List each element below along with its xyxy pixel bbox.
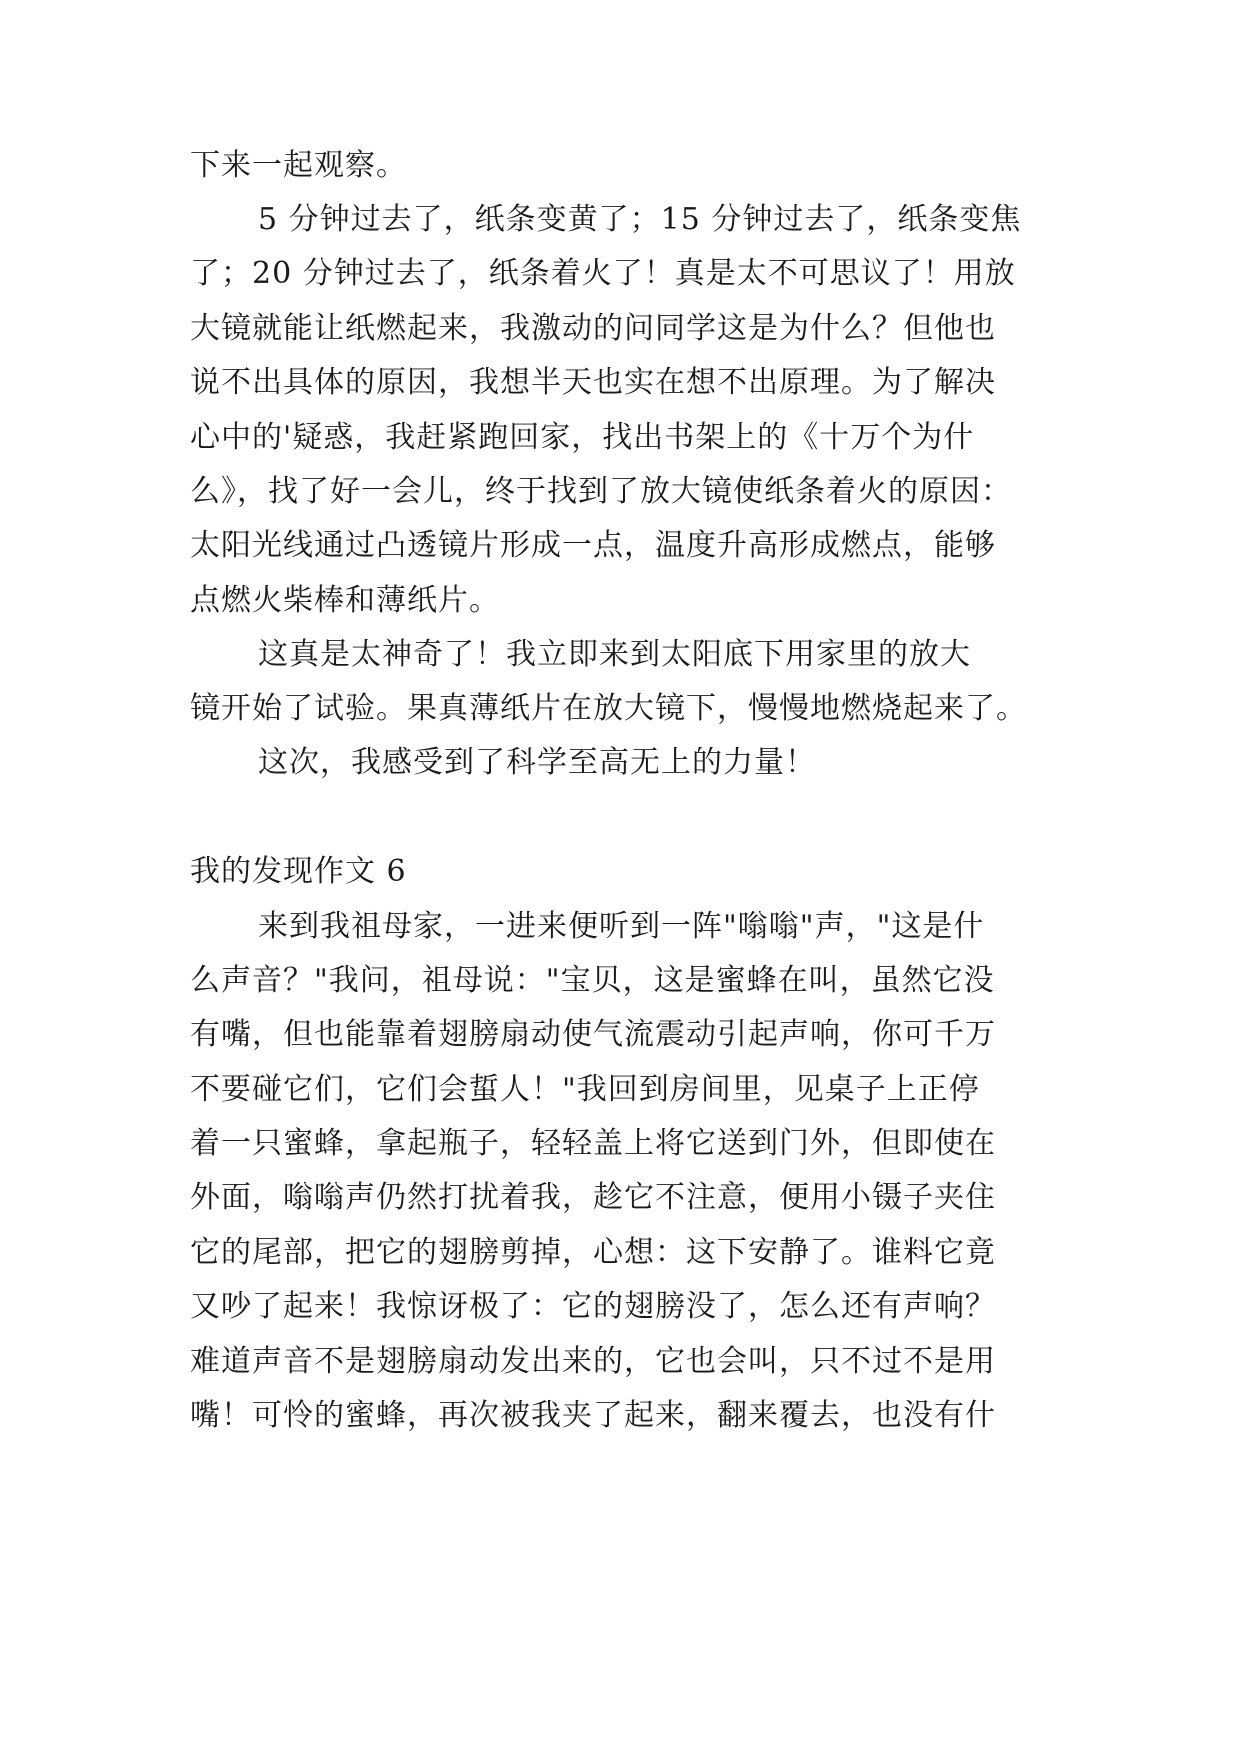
text-line: 外面，嗡嗡声仍然打扰着我，趁它不注意，便用小镊子夹住	[190, 1180, 996, 1215]
text-line: 么声音？"我问，祖母说："宝贝，这是蜜蜂在叫，虽然它没	[190, 963, 995, 998]
text-line: 下来一起观察。	[190, 148, 407, 183]
text-line: 嘴！可怜的蜜蜂，再次被我夹了起来，翻来覆去，也没有什	[190, 1398, 996, 1433]
text-line: 么》，找了好一会儿，终于找到了放大镜使纸条着火的原因：	[190, 474, 1012, 509]
text-line: 点燃火柴棒和薄纸片。	[190, 583, 500, 618]
text-line: 着一只蜜蜂，拿起瓶子，轻轻盖上将它送到门外，但即使在	[190, 1126, 996, 1161]
paragraph-start-line: 来到我祖母家，一进来便听到一阵"嗡嗡"声，"这是什	[258, 909, 985, 944]
paragraph-start-line: 这真是太神奇了！我立即来到太阳底下用家里的放大	[258, 637, 971, 672]
paragraph-start-line: 这次，我感受到了科学至高无上的力量！	[258, 745, 816, 780]
text-line: 大镜就能让纸燃起来，我激动的问同学这是为什么？但他也	[190, 311, 996, 346]
text-line: 了；20 分钟过去了，纸条着火了！真是太不可思议了！用放	[190, 256, 1016, 291]
text-line: 有嘴，但也能靠着翅膀扇动使气流震动引起声响，你可千万	[190, 1017, 996, 1052]
paragraph-start-line: 5 分钟过去了，纸条变黄了；15 分钟过去了，纸条变焦	[258, 202, 1022, 237]
text-line: 心中的'疑惑，我赶紧跑回家，找出书架上的《十万个为什	[190, 420, 975, 455]
text-line: 它的尾部，把它的翅膀剪掉，心想：这下安静了。谁料它竟	[190, 1235, 996, 1270]
text-line: 镜开始了试验。果真薄纸片在放大镜下，慢慢地燃烧起来了。	[190, 691, 1027, 726]
text-line: 太阳光线通过凸透镜片形成一点，温度升高形成燃点，能够	[190, 528, 996, 563]
text-line: 不要碰它们，它们会蜇人！"我回到房间里，见桌子上正停	[190, 1072, 980, 1107]
section-title: 我的发现作文 6	[190, 854, 407, 889]
text-line: 又吵了起来！我惊讶极了：它的翅膀没了，怎么还有声响？	[190, 1289, 996, 1324]
text-line: 难道声音不是翅膀扇动发出来的，它也会叫，只不过不是用	[190, 1344, 996, 1379]
text-line: 说不出具体的原因，我想半天也实在想不出原理。为了解决	[190, 365, 996, 400]
